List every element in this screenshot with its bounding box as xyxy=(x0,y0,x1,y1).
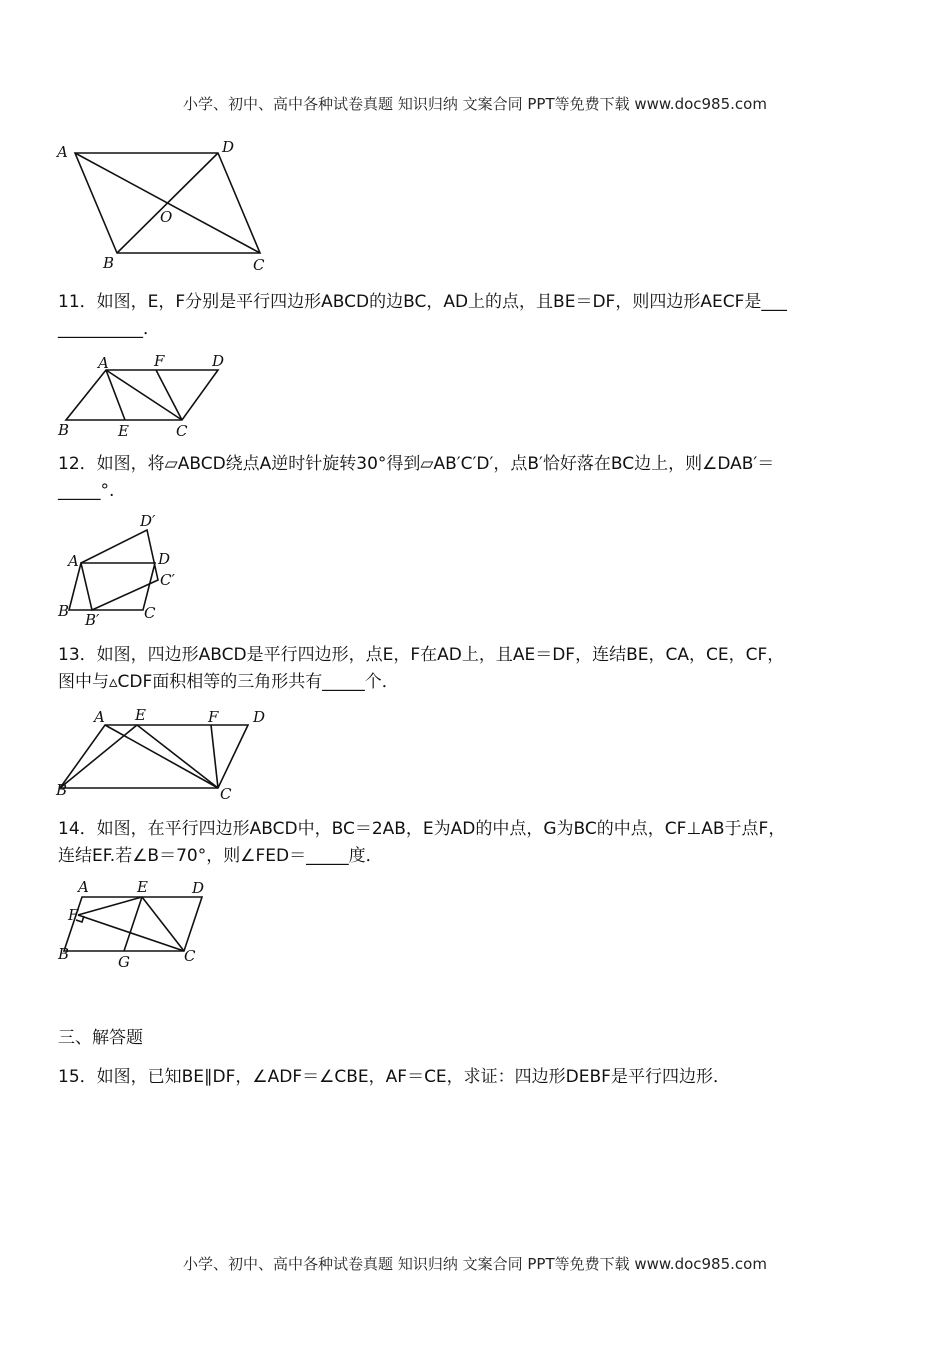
segment-cf xyxy=(211,725,218,788)
question-15 xyxy=(58,1064,898,1091)
segment-ca xyxy=(105,725,218,788)
figure-q10 xyxy=(50,135,290,280)
label-c: C xyxy=(176,422,188,440)
label-c: C xyxy=(253,256,265,274)
label-e: E xyxy=(118,422,129,440)
figure-q13 xyxy=(50,702,280,802)
figure-q14 xyxy=(52,875,222,975)
segment-fc xyxy=(156,370,182,420)
diagonal-bd xyxy=(117,153,218,253)
segment-ef xyxy=(78,897,142,915)
q11-line1: 11．如图，E，F分别是平行四边形ABCD的边BC，AD上的点，且BE＝DF，则四边形AECF是___ xyxy=(58,292,787,312)
label-b: B xyxy=(56,781,68,799)
label-c: C xyxy=(144,604,156,622)
section-title: 三、解答题 xyxy=(58,1028,143,1048)
label-f: F xyxy=(68,906,79,924)
q13-line2: 图中与▵CDF面积相等的三角形共有_____个． xyxy=(58,672,399,692)
parallelogram-abcd xyxy=(66,370,218,420)
question-11 xyxy=(58,289,898,343)
label-e: E xyxy=(135,706,146,724)
question-14 xyxy=(58,816,898,870)
page-header: 小学、初中、高中各种试卷真题 知识归纳 文案合同 PPT等免费下载 www.doc985.com xyxy=(183,95,767,113)
q14-line2: 连结EF.若∠B＝70°，则∠FED＝_____度． xyxy=(58,846,383,866)
label-f: F xyxy=(208,708,219,726)
label-a: A xyxy=(57,143,68,161)
figure-q12 xyxy=(52,510,192,630)
label-b-prime: B′ xyxy=(85,611,100,629)
figure-q11 xyxy=(52,350,242,442)
label-g: G xyxy=(118,953,130,971)
q12-line1: 12．如图，将▱ABCD绕点A逆时针旋转30°得到▱AB′C′D′，点B′恰好落在BC边上，则∠DAB′＝ xyxy=(58,454,775,474)
label-c: C xyxy=(220,785,232,802)
label-a: A xyxy=(98,354,109,372)
segment-ae xyxy=(106,370,125,420)
label-e: E xyxy=(137,878,148,896)
q11-line2: __________． xyxy=(58,319,160,339)
segment-ac xyxy=(106,370,182,420)
label-a: A xyxy=(94,708,105,726)
q14-line1: 14．如图，在平行四边形ABCD中，BC＝2AB，E为AD的中点，G为BC的中点，CF⊥AB于点F， xyxy=(58,819,786,839)
q13-line1: 13．如图，四边形ABCD是平行四边形，点E，F在AD上，且AE＝DF，连结BE，CA，CE，CF， xyxy=(58,645,785,665)
label-a: A xyxy=(68,552,79,570)
label-b: B xyxy=(103,254,115,272)
question-12 xyxy=(58,451,898,505)
label-b: B xyxy=(58,945,70,963)
label-c-prime: C′ xyxy=(160,571,175,589)
q12-line2: _____°. xyxy=(58,481,115,501)
segment-eg xyxy=(124,897,142,951)
label-d: D xyxy=(212,352,225,370)
segment-cf xyxy=(78,915,184,951)
page-footer: 小学、初中、高中各种试卷真题 知识归纳 文案合同 PPT等免费下载 www.doc985.com xyxy=(183,1255,767,1273)
label-b: B xyxy=(58,421,70,439)
label-f: F xyxy=(154,352,165,370)
q15-text: 15．如图，已知BE∥DF，∠ADF＝∠CBE，AF＝CE，求证：四边形DEBF是平行四边形． xyxy=(58,1067,730,1087)
question-13 xyxy=(58,642,898,696)
label-b: B xyxy=(58,602,70,620)
label-d: D xyxy=(222,138,235,156)
parallelogram-abcd xyxy=(60,725,248,788)
label-o: O xyxy=(160,208,173,226)
label-d: D xyxy=(158,550,171,568)
segment-ce xyxy=(137,725,218,788)
label-d: D xyxy=(192,879,205,897)
label-c: C xyxy=(184,947,196,965)
label-d-prime: D′ xyxy=(140,512,156,530)
label-a: A xyxy=(78,878,89,896)
label-d: D xyxy=(253,708,266,726)
segment-ec xyxy=(142,897,184,951)
